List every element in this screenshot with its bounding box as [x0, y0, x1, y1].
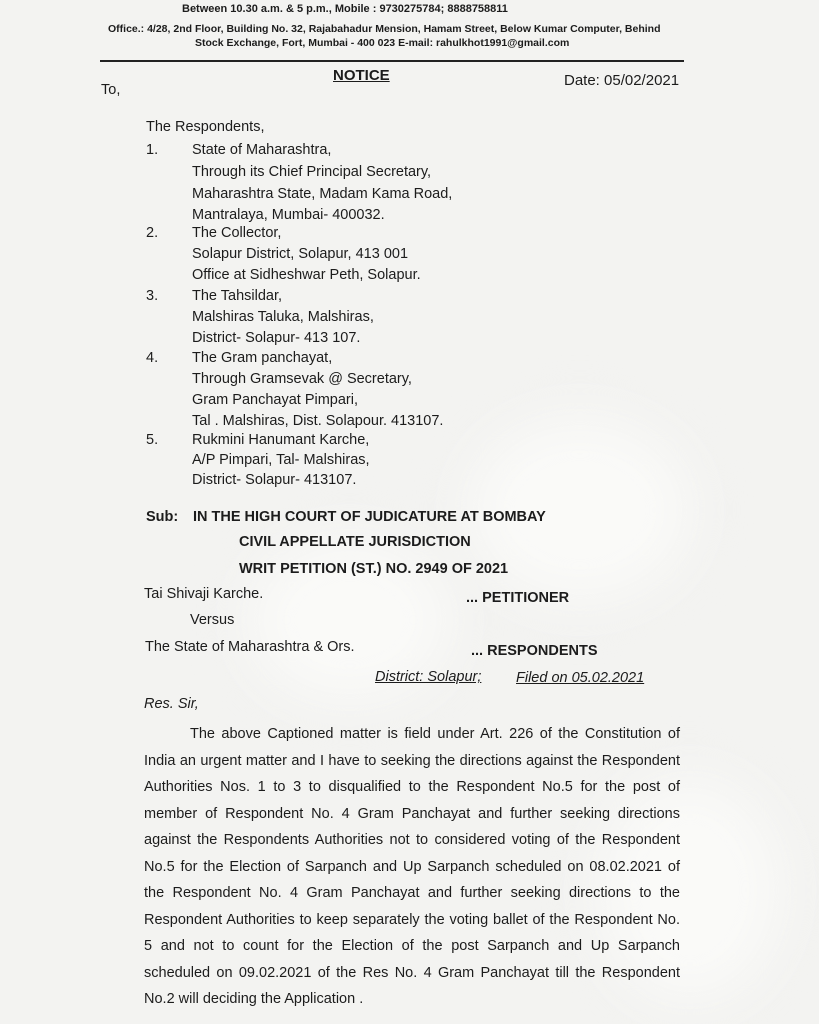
body-paragraph-text: The above Captioned matter is field under Art. 226 of the Constitution of India an urgent matter and I have to seeking the directions against the Respondent Authorities Nos. 1 to 3 to disqualified to the Respondent No.5 for the post of member of Respondent No. 4 Gram Panchayat and further seeking directions against the Respondents Authorities not to considered voting of the Respondent No.5 for the Election of Sarpanch and Up Sarpanch scheduled on 08.02.2021 of the Respondent No. 4 Gram Panchayat and further seeking directions to the Respondent Authorities to keep separately the voting ballet of the Respondent No. 5 and not to count for the Election of the post Sarpanch and Up Sarpanch scheduled on 09.02.2021 of the Res No. 4 Gram Panchayat till the Respondent No.2 will deciding the Application .: [144, 726, 680, 1007]
respondent-line: Maharashtra State, Madam Kama Road,: [192, 186, 453, 202]
versus-label: Versus: [190, 612, 235, 628]
respondent-line: The Tahsildar,: [192, 288, 283, 304]
respondent-line: District- Solapur- 413107.: [192, 472, 357, 488]
respondent-line: Solapur District, Solapur, 413 001: [192, 246, 409, 262]
salutation: Res. Sir,: [144, 696, 199, 712]
respondent-line: Gram Panchayat Pimpari,: [192, 392, 359, 408]
subject-jurisdiction: CIVIL APPELLATE JURISDICTION: [239, 534, 471, 550]
respondent-line: Malshiras Taluka, Malshiras,: [192, 309, 374, 325]
subject-court: IN THE HIGH COURT OF JUDICATURE AT BOMBAY: [193, 509, 546, 525]
letterhead-office-line1: Office.: 4/28, 2nd Floor, Building No. 32, Rajabahadur Mension, Hamam Street, Below Kumar Computer, Behind: [108, 23, 661, 35]
respondent-line: The Collector,: [192, 225, 282, 241]
respondent-party-name: The State of Maharashtra & Ors.: [145, 639, 355, 655]
body-paragraph: [144, 721, 680, 1013]
respondent-number: 1.: [146, 142, 159, 158]
respondent-line: Office at Sidheshwar Peth, Solapur.: [192, 267, 421, 283]
respondent-line: Mantralaya, Mumbai- 400032.: [192, 207, 385, 223]
to-label: To,: [101, 82, 121, 98]
subject-petition-number: WRIT PETITION (ST.) NO. 2949 OF 2021: [239, 561, 509, 577]
district-label: District: Solapur;: [375, 669, 482, 685]
respondent-line: A/P Pimpari, Tal- Malshiras,: [192, 452, 370, 468]
respondent-line: Through Gramsevak @ Secretary,: [192, 371, 412, 387]
letterhead-office-line2: Stock Exchange, Fort, Mumbai - 400 023 E-mail: rahulkhot1991@gmail.com: [195, 37, 570, 49]
respondent-number: 2.: [146, 225, 159, 241]
letterhead-divider: [100, 60, 684, 62]
respondent-line: Through its Chief Principal Secretary,: [192, 164, 432, 180]
respondent-line: State of Maharashtra,: [192, 142, 332, 158]
respondent-number: 5.: [146, 432, 159, 448]
respondent-number: 4.: [146, 350, 159, 366]
respondent-line: Tal . Malshiras, Dist. Solapour. 413107.: [192, 413, 444, 429]
respondent-party-role: ... RESPONDENTS: [471, 643, 598, 659]
respondent-line: District- Solapur- 413 107.: [192, 330, 361, 346]
petitioner-role: ... PETITIONER: [466, 590, 570, 606]
notice-title: NOTICE: [333, 67, 390, 84]
petitioner-name: Tai Shivaji Karche.: [144, 586, 264, 602]
respondent-line: The Gram panchayat,: [192, 350, 333, 366]
subject-label: Sub:: [146, 509, 179, 525]
letterhead-hours-mobile: Between 10.30 a.m. & 5 p.m., Mobile : 9730275784; 8888758811: [182, 3, 508, 15]
respondent-line: Rukmini Hanumant Karche,: [192, 432, 370, 448]
filed-on-label: Filed on 05.02.2021: [516, 670, 645, 686]
respondent-number: 3.: [146, 288, 159, 304]
respondents-heading: The Respondents,: [146, 119, 265, 135]
notice-date: Date: 05/02/2021: [564, 72, 680, 89]
